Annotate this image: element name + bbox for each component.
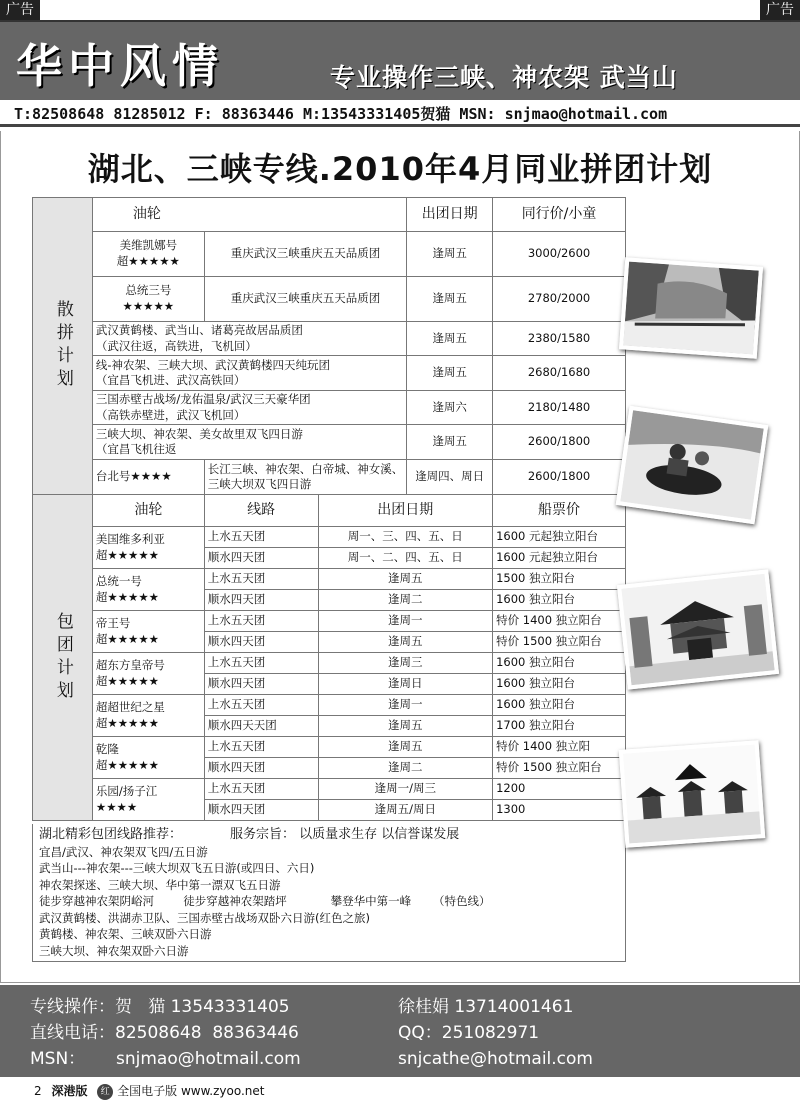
charter-date — [318, 548, 493, 569]
charter-price-text: 1600 独立阳台 — [496, 676, 576, 691]
charter-ship-name-text: 乐园/扬子江 — [95, 784, 158, 799]
charter-ship-name — [92, 527, 204, 569]
charter-route-text: 上水五天团 — [207, 613, 266, 628]
charter-row — [33, 737, 626, 758]
tel-label: 直线电话： — [30, 1023, 115, 1043]
route — [92, 391, 406, 425]
charter-route — [204, 695, 318, 716]
charter-price — [493, 737, 626, 758]
scatter-row — [33, 356, 626, 391]
date-text: 逢周六 — [432, 399, 467, 414]
charter-route — [204, 569, 318, 590]
charter-price — [493, 632, 626, 653]
route — [92, 322, 406, 356]
charter-route-text: 顺水四天团 — [207, 634, 266, 649]
charter-price — [493, 758, 626, 779]
ship-name-line2: ★★★★★ — [122, 299, 175, 313]
charter-ship-name — [92, 779, 204, 821]
charter-row — [33, 569, 626, 590]
charter-route-text: 上水五天团 — [207, 529, 266, 544]
ship-name-text: 台北号★★★★ — [95, 469, 172, 484]
route — [204, 460, 407, 495]
charter-header-ship — [92, 495, 204, 527]
charter-price — [493, 779, 626, 800]
notes-heading-row — [39, 827, 619, 844]
ship-name-line2: 超★★★★★ — [116, 254, 180, 268]
charter-date — [318, 758, 493, 779]
notes-line: 神农架探迷、三峡大坝、华中第一漂双飞五日游 — [39, 877, 281, 892]
charter-price-text: 1600 独立阳台 — [496, 697, 576, 712]
notes-line: 宜昌/武汉、神农架双飞四/五日游 — [39, 844, 208, 859]
charter-header-date — [318, 495, 493, 527]
scatter-row — [33, 425, 626, 460]
charter-date — [318, 716, 493, 737]
charter-date-text: 逢周三 — [388, 655, 423, 670]
tour-plan-table — [32, 197, 626, 821]
charter-route-text: 顺水四天团 — [207, 802, 266, 817]
price — [493, 232, 626, 277]
date — [407, 460, 493, 495]
date — [407, 425, 493, 460]
charter-date-text: 逢周五 — [388, 634, 423, 649]
charter-price — [493, 527, 626, 548]
header-date-text: 出团日期 — [421, 206, 478, 223]
charter-route-text: 上水五天团 — [207, 739, 266, 754]
route-line2: （高铁赤壁进，武汉飞机回） — [95, 407, 246, 422]
header-price-text: 同行价/小童 — [521, 206, 597, 223]
charter-date — [318, 632, 493, 653]
charter-price — [493, 674, 626, 695]
charter-date-text: 逢周五/周日 — [374, 802, 436, 817]
charter-route-text: 上水五天团 — [207, 697, 266, 712]
photo-snowmobile — [616, 406, 769, 525]
route-text: 三国赤壁古战场/龙佑温泉/武汉三天豪华团 — [95, 392, 311, 407]
charter-price-text: 1500 独立阳台 — [496, 571, 576, 586]
date-text: 逢周五 — [432, 365, 467, 380]
ship-name-text: 总统三号 — [125, 283, 172, 298]
date-text: 逢周五 — [432, 291, 467, 306]
charter-price-text: 特价 1500 独立阳台 — [496, 634, 602, 649]
charter-route-text: 上水五天团 — [207, 781, 266, 796]
footer-msn-line — [30, 1045, 301, 1074]
charter-route-text: 顺水四天天团 — [207, 718, 277, 733]
charter-header-row — [33, 495, 626, 527]
charter-route — [204, 800, 318, 821]
service-motto: 服务宗旨： 以质量求生存 以信誉谋发展 — [230, 827, 460, 842]
charter-ship-name-line2: 超★★★★★ — [95, 589, 159, 604]
charter-date — [318, 800, 493, 821]
ship-name — [92, 277, 204, 322]
header-ship-text: 油轮 — [132, 206, 161, 223]
route-text: 重庆武汉三峡重庆五天品质团 — [230, 291, 381, 306]
price-text: 2180/1480 — [527, 399, 591, 414]
charter-route-text: 顺水四天团 — [207, 550, 266, 565]
site-label: 全国电子版 www.zyoo.net — [117, 1084, 265, 1098]
charter-route — [204, 653, 318, 674]
charter-price-text: 1600 独立阳台 — [496, 655, 576, 670]
notes-line: 武汉黄鹤楼、洪湖赤卫队、三国赤壁古战场双卧六日游(红色之旅) — [39, 910, 370, 925]
price — [493, 391, 626, 425]
ship-name — [92, 232, 204, 277]
notes-line: 三峡大坝、神农架双卧六日游 — [39, 943, 189, 958]
date — [407, 356, 493, 391]
scatter-row — [33, 277, 626, 322]
edition-logo-icon: 红 — [97, 1084, 113, 1100]
charter-price-text: 特价 1400 独立阳 — [496, 739, 591, 754]
charter-price — [493, 548, 626, 569]
scatter-section-label — [33, 198, 93, 495]
charter-ship-name-line2: ★★★★ — [95, 799, 138, 814]
scatter-row — [33, 460, 626, 495]
charter-route-text: 上水五天团 — [207, 571, 266, 586]
scatter-row — [33, 322, 626, 356]
charter-date-text: 逢周日 — [388, 676, 423, 691]
ship-name-text: 美维凯娜号 — [119, 238, 178, 253]
op-label: 专线操作： — [30, 997, 115, 1017]
header-ship — [92, 198, 406, 232]
date — [407, 232, 493, 277]
footer-op-line — [30, 993, 290, 1022]
charter-price — [493, 590, 626, 611]
price-text: 2600/1800 — [527, 434, 591, 449]
charter-price-text: 1600 独立阳台 — [496, 592, 576, 607]
charter-price — [493, 653, 626, 674]
charter-ship-name — [92, 737, 204, 779]
scatter-row — [33, 232, 626, 277]
scatter-header-row — [33, 198, 626, 232]
charter-section-label — [33, 495, 93, 821]
charter-route-text: 顺水四天团 — [207, 592, 266, 607]
charter-row — [33, 527, 626, 548]
date — [407, 391, 493, 425]
charter-ship-name-text: 乾隆 — [95, 742, 119, 757]
header-price — [493, 198, 626, 232]
photo-pagodas — [619, 740, 765, 848]
edition-label: 深港版 — [51, 1084, 88, 1098]
price — [493, 322, 626, 356]
charter-ship-name-line2: 超★★★★★ — [95, 673, 159, 688]
charter-date — [318, 611, 493, 632]
notes-heading: 湖北精彩包团线路推荐： — [39, 827, 183, 842]
scatter-section-text: 散拼计划 — [52, 300, 73, 393]
charter-date — [318, 674, 493, 695]
route-text: 三峡大坝、神农架、美女故里双飞四日游 — [95, 426, 303, 441]
charter-date-text: 逢周五 — [388, 571, 423, 586]
charter-price — [493, 800, 626, 821]
charter-header-ship-text: 油轮 — [134, 502, 163, 519]
tel-number: 82508648 88363446 — [115, 1023, 299, 1043]
charter-date-text: 周一、二、四、五、日 — [347, 550, 463, 565]
route-text: 线-神农架、三峡大坝、武汉黄鹤楼四天纯玩团 — [95, 357, 331, 372]
msn-address: snjmao@hotmail.com — [116, 1049, 301, 1069]
charter-ship-name-line2: 超★★★★★ — [95, 631, 159, 646]
charter-ship-name-line2: 超★★★★★ — [95, 547, 159, 562]
charter-header-price-text: 船票价 — [538, 502, 581, 519]
charter-ship-name — [92, 569, 204, 611]
charter-price — [493, 611, 626, 632]
photo-temple — [617, 569, 779, 689]
charter-route — [204, 716, 318, 737]
date-text: 逢周四、周日 — [415, 469, 485, 484]
charter-row — [33, 611, 626, 632]
charter-date — [318, 737, 493, 758]
price-text: 2380/1580 — [527, 330, 591, 345]
charter-date-text: 逢周一/周三 — [374, 781, 436, 796]
charter-route — [204, 758, 318, 779]
charter-price — [493, 716, 626, 737]
msn-label: MSN： — [30, 1049, 86, 1069]
charter-section-text: 包团计划 — [52, 611, 73, 704]
contact-bar: T:82508648 81285012 F: 88363446 M:13543331405贺猫 MSN: snjmao@hotmail.com — [0, 101, 800, 127]
charter-ship-name-line2: 超★★★★★ — [95, 715, 159, 730]
charter-price-text: 1600 元起独立阳台 — [496, 529, 599, 544]
charter-route — [204, 548, 318, 569]
msn2-address: snjcathe@hotmail.com — [398, 1049, 593, 1069]
date-text: 逢周五 — [432, 434, 467, 449]
charter-route — [204, 611, 318, 632]
date — [407, 277, 493, 322]
charter-date-text: 逢周五 — [388, 739, 423, 754]
charter-route — [204, 527, 318, 548]
charter-date — [318, 695, 493, 716]
page-number: 2 — [34, 1084, 42, 1098]
charter-price — [493, 695, 626, 716]
brand-title: 华中风情 — [16, 39, 224, 93]
footer-contact — [0, 985, 800, 1077]
charter-header-price — [493, 495, 626, 527]
charter-route-text: 顺水四天团 — [207, 760, 266, 775]
charter-header-route-text: 线路 — [247, 502, 276, 519]
charter-date-text: 逢周一 — [388, 697, 423, 712]
charter-date — [318, 527, 493, 548]
price — [493, 277, 626, 322]
charter-ship-name-text: 美国维多利亚 — [95, 532, 165, 547]
charter-price-text: 1700 独立阳台 — [496, 718, 576, 733]
page-title: 湖北、三峡专线.2010年4月同业拼团计划 — [87, 150, 713, 188]
charter-ship-name-text: 超东方皇帝号 — [95, 658, 165, 673]
charter-date-text: 周一、三、四、五、日 — [347, 529, 463, 544]
route — [92, 425, 406, 460]
scatter-row — [33, 391, 626, 425]
charter-date — [318, 653, 493, 674]
charter-row — [33, 653, 626, 674]
route-text: 重庆武汉三峡重庆五天品质团 — [230, 246, 381, 261]
charter-route — [204, 632, 318, 653]
date-text: 逢周五 — [432, 246, 467, 261]
charter-ship-name-text: 总统一号 — [95, 574, 142, 589]
charter-ship-name — [92, 611, 204, 653]
charter-header-date-text: 出团日期 — [377, 502, 434, 519]
route — [204, 232, 407, 277]
date-text: 逢周五 — [432, 330, 467, 345]
price-text: 3000/2600 — [527, 246, 591, 261]
photo-waterfall — [619, 257, 763, 358]
notes-line: 武当山---神农架---三峡大坝双飞五日游(或四日、六日) — [39, 861, 315, 875]
header-banner — [0, 20, 800, 100]
charter-date — [318, 590, 493, 611]
charter-date-text: 逢周二 — [388, 760, 423, 775]
ad-label-left: 广告 — [0, 0, 40, 20]
charter-ship-name-text: 帝王号 — [95, 616, 131, 631]
price-text: 2600/1800 — [527, 469, 591, 484]
slogan: 专业操作三峡、神农架 武当山 — [330, 63, 678, 92]
charter-price — [493, 569, 626, 590]
route-line2: （宜昌飞机往返 — [95, 442, 177, 457]
date — [407, 322, 493, 356]
charter-date-text: 逢周二 — [388, 592, 423, 607]
recommended-routes — [32, 824, 626, 962]
charter-route — [204, 674, 318, 695]
charter-route — [204, 590, 318, 611]
route — [204, 277, 407, 322]
op2-contact: 徐桂娟 13714001461 — [398, 997, 574, 1017]
charter-price-text: 1200 — [496, 781, 526, 796]
footer-tel-line — [30, 1019, 299, 1048]
notes-line: 徒步穿越神农架阴峪河 徒步穿越神农架踏坪 攀登华中第一峰 （特色线） — [39, 894, 491, 908]
price — [493, 460, 626, 495]
charter-ship-name — [92, 653, 204, 695]
ad-label-right: 广告 — [760, 0, 800, 20]
charter-route-text: 上水五天团 — [207, 655, 266, 670]
qq-contact: QQ：251082971 — [398, 1023, 540, 1043]
charter-date-text: 逢周一 — [388, 613, 423, 628]
charter-date — [318, 569, 493, 590]
route — [92, 356, 406, 391]
header-date — [407, 198, 493, 232]
charter-ship-name-line2: 超★★★★★ — [95, 757, 159, 772]
price-text: 2780/2000 — [527, 291, 591, 306]
route-text: 武汉黄鹤楼、武当山、诸葛亮故居品质团 — [95, 323, 303, 337]
charter-price-text: 1300 — [496, 802, 526, 817]
charter-price-text: 1600 元起独立阳台 — [496, 550, 599, 565]
charter-date-text: 逢周五 — [388, 718, 423, 733]
charter-ship-name-text: 超超世纪之星 — [95, 700, 165, 715]
charter-price-text: 特价 1500 独立阳台 — [496, 760, 602, 775]
route-text: 长江三峡、神农架、白帝城、神女溪、三峡大坝双飞四日游 — [207, 461, 404, 492]
charter-date — [318, 779, 493, 800]
route-line2: （宜昌飞机进、武汉高铁回） — [95, 373, 246, 388]
price — [493, 356, 626, 391]
charter-row — [33, 695, 626, 716]
op-contact: 贺 猫 13543331405 — [115, 997, 290, 1017]
price-text: 2680/1680 — [527, 365, 591, 380]
charter-ship-name — [92, 695, 204, 737]
charter-price-text: 特价 1400 独立阳台 — [496, 613, 602, 628]
charter-route — [204, 737, 318, 758]
price — [493, 425, 626, 460]
notes-line: 黄鹤楼、神农架、三峡双卧六日游 — [39, 927, 212, 941]
charter-header-route — [204, 495, 318, 527]
charter-route-text: 顺水四天团 — [207, 676, 266, 691]
charter-route — [204, 779, 318, 800]
ship-name — [92, 460, 204, 495]
page-info — [34, 1082, 265, 1100]
route-line2: （武汉往返，高铁进，飞机回） — [95, 338, 257, 353]
charter-row — [33, 779, 626, 800]
